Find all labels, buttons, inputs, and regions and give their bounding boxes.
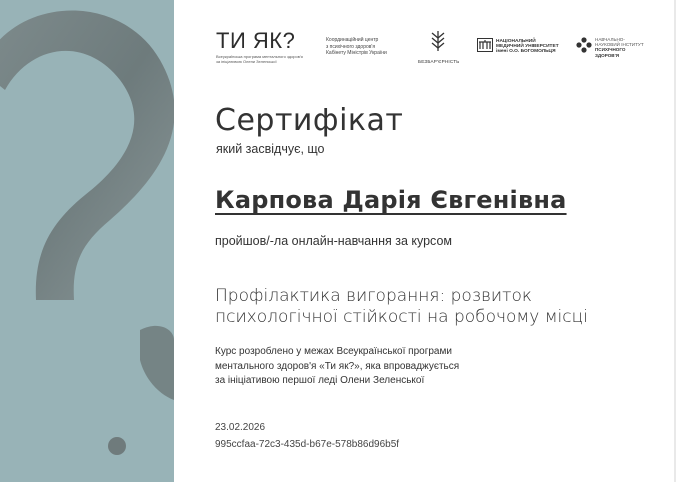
institute-name-line: НАВЧАЛЬНО- [595,37,625,42]
university-name-line: імені О.О. БОГОМОЛЬЦЯ [496,49,556,55]
university-crest-icon [477,38,493,52]
university-name-line: НАЦІОНАЛЬНИЙ [496,39,536,44]
bezbariernist-logo [418,30,458,64]
program-description-line: Курс розроблено у межах Всеукраїнської програми [215,346,452,357]
course-title [215,286,635,328]
institute-name-line: НАУКОВИЙ ІНСТИТУТ [595,42,644,48]
coordination-center-logo [326,37,414,57]
tiyak-logo-mark: ТИ ЯК? [216,28,296,53]
coordination-center-line: з психічного здоров'я [326,43,376,50]
tiyak-logo-subtitle [216,54,310,64]
program-description-line: за ініціативою першої леді Олени Зеленської [215,375,425,386]
university-name [496,39,568,55]
completion-statement: пройшов/-ла онлайн-навчання за курсом [215,234,452,248]
institute-flower-icon [576,37,592,53]
issue-date: 23.02.2026 [215,422,266,433]
institute-name-line: ЗДОРОВ'Я [595,52,620,58]
recipient-name: Карпова Дарія Євгенівна [215,186,567,214]
certificate-subtitle: який засвідчує, що [216,142,325,156]
coordination-center-line: Координаційний центр [326,37,379,43]
institute-name-line: ПСИХІЧНОГО [595,47,626,53]
institute-name [595,37,657,58]
tiyak-logo-subtitle-line: за ініціативою Олени Зеленської [216,59,277,64]
decorative-side-panel [0,0,174,482]
program-description-line: ментального здоров'я «Ти як?», яка впроваджується [215,360,460,372]
coordination-center-line: Кабінету Міністрів України [326,50,387,56]
bezbariernist-text: БЕЗБАР'ЄРНІСТЬ [418,59,460,64]
certificate-title: Сертифікат [215,103,404,138]
tiyak-logo-subtitle-line: Всеукраїнська програма ментального здоров'я [216,54,303,59]
question-mark-graphic [0,0,174,482]
certificate-id: 995ccfaa-72c3-435d-b67e-578b86d96b5f [215,439,400,450]
bezbariernist-icon [429,30,447,52]
course-title-line: психологічної стійкості на робочому місці [215,307,588,327]
tiyak-logo [216,30,312,64]
course-title-line: Профілактика вигорання: розвиток [215,286,532,306]
program-description [215,345,545,389]
university-name-line: МЕДИЧНИЙ УНІВЕРСИТЕТ [496,44,559,50]
